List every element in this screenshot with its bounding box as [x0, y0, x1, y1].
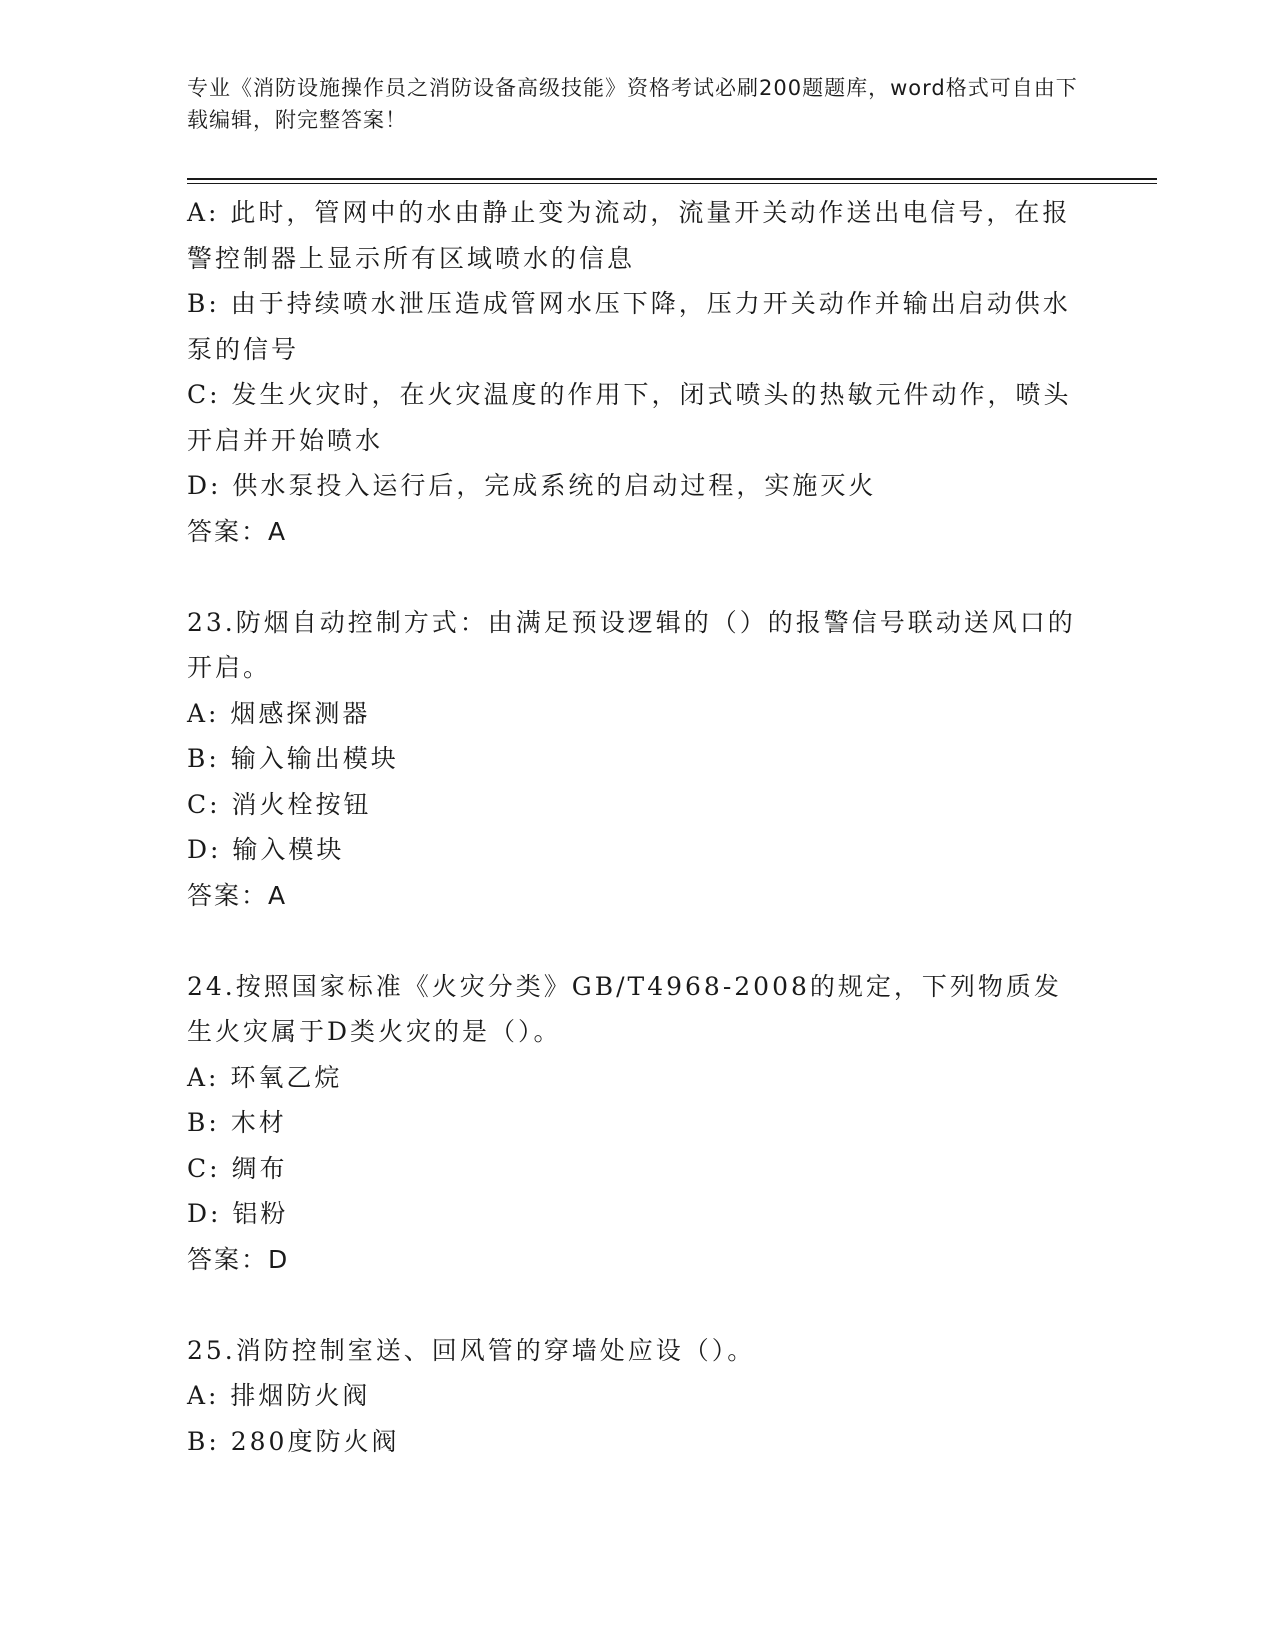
option-b: B: 输入输出模块 — [187, 744, 399, 773]
question-content — [187, 190, 1077, 1464]
option-c: C: 发生火灾时，在火灾温度的作用下，闭式喷头的热敏元件动作，喷头开启并开始喷水 — [187, 380, 1072, 455]
question-stem: 23.防烟自动控制方式：由满足预设逻辑的（）的报警信号联动送风口的开启。 — [187, 607, 1076, 682]
question-25 — [187, 1328, 1077, 1465]
option-c: C: 绸布 — [187, 1153, 288, 1183]
option-b: B: 280度防火阀 — [187, 1426, 400, 1456]
spacer — [187, 918, 1077, 964]
question-24 — [187, 964, 1077, 1283]
question-stem: 25.消防控制室送、回风管的穿墙处应设（）。 — [187, 1335, 756, 1365]
spacer — [187, 554, 1077, 600]
option-a: A: 此时，管网中的水由静止变为流动，流量开关动作送出电信号，在报警控制器上显示所有区域喷水的信息 — [187, 198, 1071, 273]
option-b: B: 由于持续喷水泄压造成管网水压下降，压力开关动作并输出启动供水泵的信号 — [187, 289, 1071, 364]
answer-label: 答案：A — [187, 880, 288, 910]
option-d: D: 供水泵投入运行后，完成系统的启动过程，实施灭火 — [187, 471, 877, 500]
question-stem: 24.按照国家标准《火灾分类》GB/T4968-2008的规定，下列物质发生火灾属于D类火灾的是（）。 — [187, 971, 1062, 1046]
option-a: A: 排烟防火阀 — [187, 1381, 371, 1410]
option-c: C: 消火栓按钮 — [187, 789, 372, 819]
spacer — [187, 1282, 1077, 1328]
option-d: D: 铝粉 — [187, 1199, 289, 1228]
header-rule-thin — [187, 183, 1157, 184]
answer-label: 答案：A — [187, 516, 288, 546]
option-a: A: 环氧乙烷 — [187, 1062, 343, 1092]
prev-question — [187, 190, 1077, 554]
option-b: B: 木材 — [187, 1108, 287, 1137]
answer-label: 答案：D — [187, 1244, 290, 1274]
question-23 — [187, 600, 1077, 919]
document-header: 专业《消防设施操作员之消防设备高级技能》资格考试必刷200题题库，word格式可自由下载编辑，附完整答案！ — [187, 76, 1078, 132]
option-d: D: 输入模块 — [187, 835, 345, 864]
option-a: A: 烟感探测器 — [187, 698, 371, 728]
header-rule-thick — [187, 178, 1157, 180]
